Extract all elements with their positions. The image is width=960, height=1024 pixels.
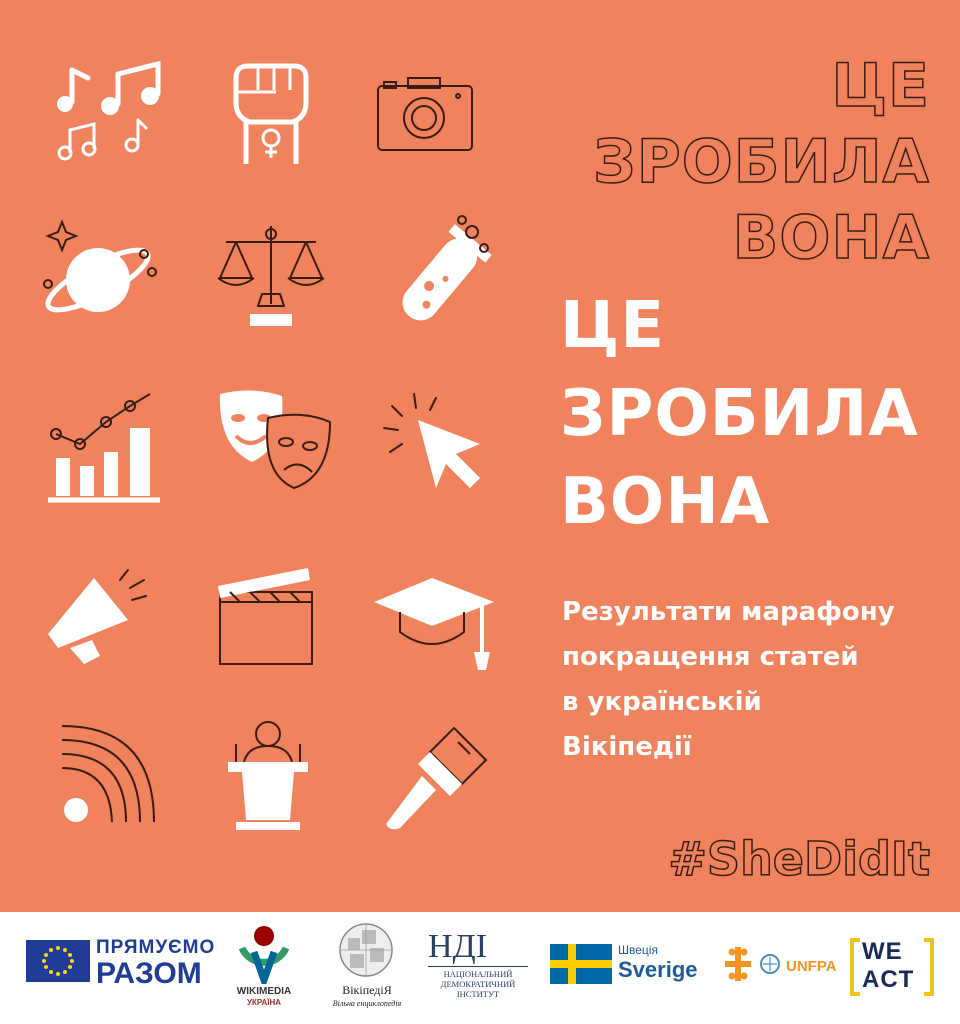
wikipedia-globe-icon: [336, 920, 396, 982]
raised-fist-female-icon: [206, 52, 336, 172]
eu-slogan-line2: РАЗОМ: [96, 957, 202, 990]
ndi-wordmark: [428, 966, 528, 999]
rss-feed-icon: [40, 716, 170, 836]
sweden-line2: Sverige: [618, 957, 698, 982]
unfpa-wordmark: UNFPA: [786, 958, 837, 975]
graduation-cap-icon: [370, 556, 500, 676]
sweden-wordmark: [618, 944, 698, 981]
wikimedia-name: WIKIMEDIA: [236, 986, 292, 997]
weact-line1: WE: [862, 938, 903, 965]
main-title-line: ЗРОБИЛА: [560, 377, 919, 451]
megaphone-icon: [40, 556, 170, 676]
weact-line2: ACT: [862, 966, 915, 993]
ndi-sub-line: ДЕМОКРАТИЧНИЙ: [440, 979, 516, 989]
subtitle-line: Вікіпедії: [562, 732, 692, 762]
subtitle: [562, 590, 895, 770]
theater-masks-icon: [206, 384, 336, 504]
sweden-flag-icon: [550, 944, 612, 984]
outline-title-line: ЦЕ: [831, 51, 930, 121]
wikimedia-sub: УКРАЇНА: [246, 998, 282, 1007]
outline-title: [593, 48, 930, 276]
subtitle-line: Результати марафону: [562, 597, 895, 627]
mouse-cursor-click-icon: [370, 384, 500, 504]
main-title-line: ВОНА: [560, 465, 771, 539]
sweden-line1: Швеція: [618, 943, 658, 957]
subtitle-line: в українській: [562, 687, 762, 717]
wikimedia-logo-icon: [236, 922, 292, 984]
main-title-line: ЦЕ: [560, 289, 666, 363]
test-tube-icon: [370, 214, 500, 334]
growth-chart-icon: [40, 384, 170, 504]
main-title: [560, 282, 919, 546]
wikipedia-wordmark: [322, 984, 412, 1010]
ndi-logo: НДІ: [428, 928, 488, 965]
eu-flag-icon: [26, 940, 90, 982]
camera-icon: [370, 52, 500, 172]
paint-brush-icon: [370, 716, 500, 836]
outline-title-line: ВОНА: [732, 203, 930, 273]
eu-slogan-line1: ПРЯМУЄМО: [96, 937, 216, 958]
speaker-podium-icon: [206, 716, 336, 836]
wikimedia-wordmark: [222, 986, 306, 1008]
ndi-sub-line: НАЦІОНАЛЬНИЙ: [443, 969, 513, 979]
hashtag: #SheDidIt: [668, 832, 930, 886]
wikipedia-sub: Вільна енциклопедія: [332, 999, 402, 1008]
ndi-sub-line: ІНСТИТУТ: [456, 989, 500, 999]
music-notes-icon: [40, 52, 170, 172]
planet-stars-icon: [40, 214, 170, 334]
scales-of-justice-icon: [206, 214, 336, 334]
subtitle-line: покращення статей: [562, 642, 859, 672]
clapperboard-icon: [206, 556, 336, 676]
eu-slogan: [96, 938, 215, 989]
outline-title-line: ЗРОБИЛА: [593, 127, 930, 197]
wikipedia-name: ВікіпедіЯ: [342, 983, 392, 997]
weact-wordmark: [862, 938, 914, 994]
